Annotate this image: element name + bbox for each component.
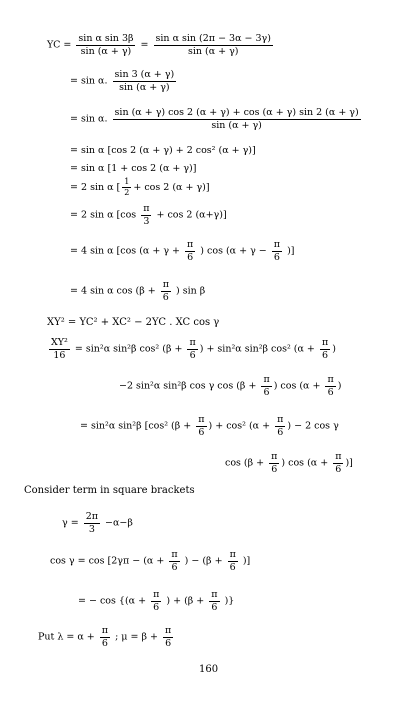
fraction: $\frac{\text{sin α sin (2π − 3α − 3γ)}}{\sin (\alpha + \gamma)}$ [155,33,271,57]
eq-xy-squared: XY² = YC² + XC² − 2YC . XC cos γ [47,317,220,328]
fraction: $\frac{\pi}{6}$ [162,279,169,303]
page-number: 160 [199,664,219,675]
eq-step-3: = sin α. $\frac{\sin (\alpha + \gamma) \cos 2 (\alpha + \gamma) + \cos (\alpha + \gamma) \sin 2 (\alpha + \gamma)}{\sin (\alpha + \gamma)}$ [70,107,359,131]
eq-step-4: = sin α [cos 2 (α + γ) + 2 cos² (α + γ)] [70,145,256,156]
eq-xy-expansion: $\frac{\text{XY²}}{16}$ = sin²α sin²β cos² (β + $\frac{\pi}{6}$ ) + sin²α sin²β cos² (α + $\frac{\pi}{6}$ ) [51,337,336,361]
eq-gamma: γ = $\frac{2\pi}{3}$ −α−β [62,511,133,535]
eq-cos-gamma: cos γ = cos [2γπ − (α + $\frac{\pi}{6}$ ) − (β + $\frac{\pi}{6}$ )] [50,549,251,573]
eq-substitution: Put λ = α + $\frac{\pi}{6}$ ; μ = β + $\frac{\pi}{6}$ [38,625,172,649]
eq-step-9: = 4 sin α cos (β + $\frac{\pi}{6}$ ) sin β [70,279,206,303]
fraction: $\frac{\pi}{6}$ [335,451,342,475]
eq-xy-expansion-2: −2 sin²α sin²β cos γ cos (β + $\frac{\pi}{6}$ ) cos (α + $\frac{\pi}{6}$ ) [119,374,342,398]
fraction: $\frac{2\pi}{3}$ [85,511,98,535]
eq-yc: YC = $\frac{\text{sin α sin 3β}}{\sin (\alpha + \gamma)}$ = $\frac{\text{sin α sin (2π − 3α − 3γ)}}{\sin (\alpha + \gamma)}$ [47,33,271,57]
fraction: $\frac{\pi}{6}$ [171,549,178,573]
fraction: $\frac{\text{XY²}}{16}$ [51,337,68,361]
fraction: $\frac{\pi}{6}$ [198,414,205,438]
eq-cos-gamma-2: = − cos {(α + $\frac{\pi}{6}$ ) + (β + $\frac{\pi}{6}$ )} [78,589,235,613]
fraction: $\frac{\sin (\alpha + \gamma) \cos 2 (\alpha + \gamma) + \cos (\alpha + \gamma) \sin 2 (\alpha + \gamma)}{\sin (\alpha + \gamma)}$ [114,107,359,131]
eq-step-5: = sin α [1 + cos 2 (α + γ)] [70,163,197,174]
fraction: $\frac{\pi}{6}$ [277,414,284,438]
fraction: $\frac{\pi}{6}$ [101,625,109,649]
consider-text: Consider term in square brackets [24,485,195,496]
fraction: $\frac{\pi}{6}$ [153,589,160,613]
fraction: $\frac{\pi}{6}$ [273,239,281,263]
fraction: $\frac{\pi}{6}$ [189,337,196,361]
eq-step-7: = 2 sin α [cos $\frac{\pi}{3}$ + cos 2 (α+γ)] [70,203,227,227]
fraction: $\frac{\pi}{6}$ [211,589,218,613]
eq-step-6: = 2 sin α [ $\frac{1}{2}$ + cos 2 (α + γ)] [70,177,210,197]
fraction: $\frac{\pi}{6}$ [327,374,334,398]
fraction: $\frac{\pi}{6}$ [229,549,236,573]
fraction: $\frac{\sin 3 (\alpha + \gamma)}{\sin (\alpha + \gamma)}$ [114,69,175,93]
fraction: $\frac{1}{2}$ [124,177,130,197]
fraction: $\frac{\pi}{6}$ [263,374,270,398]
fraction: $\frac{\text{sin α sin 3β}}{\sin (\alpha + \gamma)}$ [78,33,134,57]
fraction: $\frac{\pi}{6}$ [187,239,194,263]
eq-step-8: = 4 sin α [cos (α + γ + $\frac{\pi}{6}$ ) cos (α + γ − $\frac{\pi}{6}$ )] [70,239,295,263]
fraction: $\frac{\pi}{6}$ [321,337,329,361]
fraction: $\frac{\pi}{6}$ [164,625,172,649]
eq-step-2: = sin α. $\frac{\sin 3 (\alpha + \gamma)}{\sin (\alpha + \gamma)}$ [70,69,175,93]
eq-xy-bracket-2: cos (β + $\frac{\pi}{6}$ ) cos (α + $\frac{\pi}{6}$ )] [225,451,353,475]
fraction: $\frac{\pi}{3}$ [143,203,150,227]
yc-label: YC [47,39,61,51]
fraction: $\frac{\pi}{6}$ [271,451,278,475]
eq-xy-bracket: = sin²α sin²β [cos² (β + $\frac{\pi}{6}$ ) + cos² (α + $\frac{\pi}{6}$ ) − 2 cos γ [80,414,339,438]
